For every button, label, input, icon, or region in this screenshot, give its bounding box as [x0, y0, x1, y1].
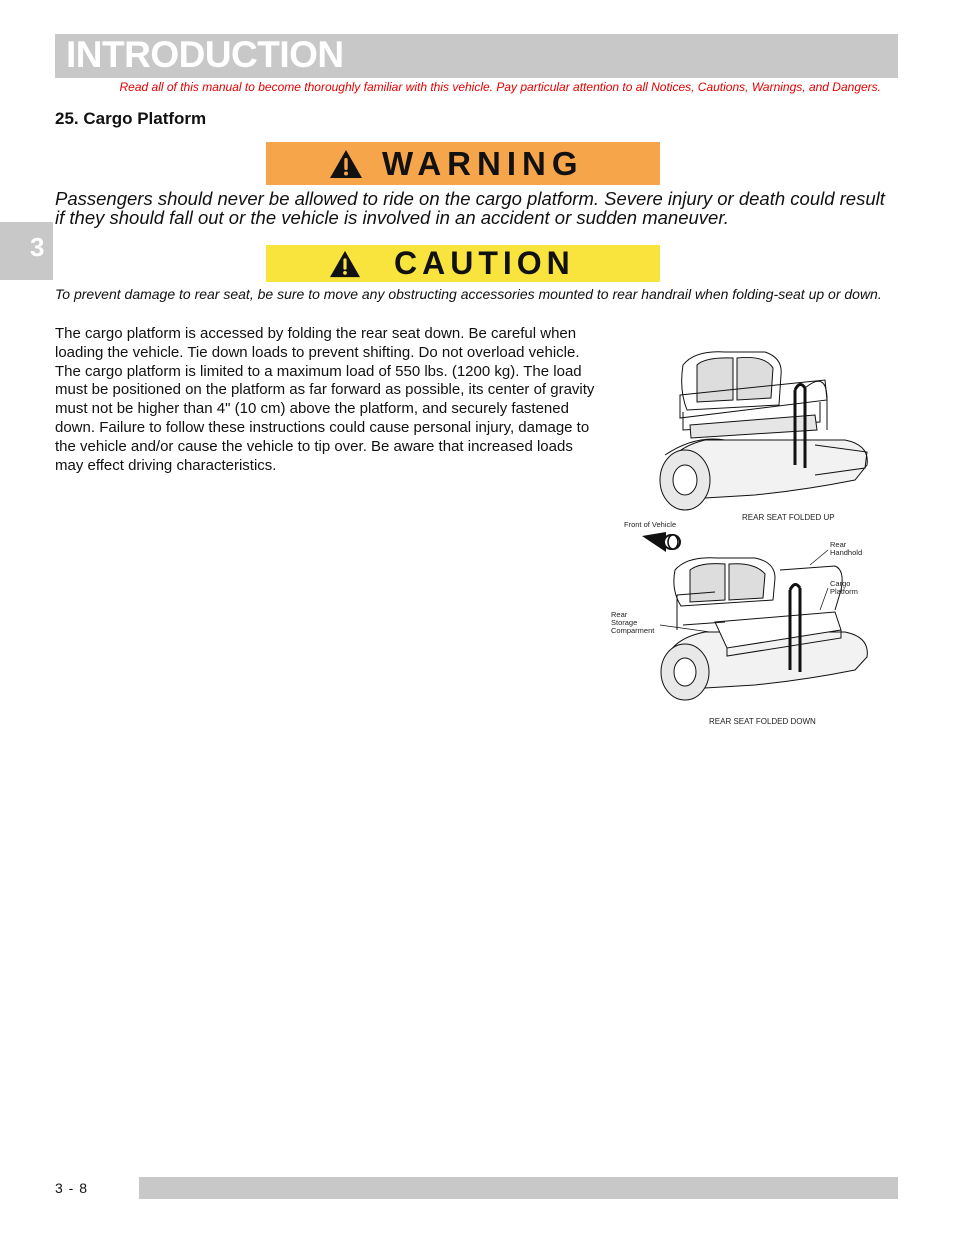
- warning-label: WARNING: [382, 144, 584, 182]
- chapter-tab: [0, 222, 53, 280]
- rear-storage-label-line1: Rear: [611, 610, 628, 619]
- header-bar: [55, 34, 898, 78]
- warning-text: Passengers should never be allowed to ride on the cargo platform. Severe injury or death could result if they should fall out or the vehicle is involved in an accident or sudden maneuver.: [55, 188, 885, 228]
- rear-handhold-label-line2: Handhold: [830, 548, 863, 557]
- footer-bar: [139, 1177, 898, 1199]
- rear-handhold-label-line1: Rear: [830, 540, 847, 549]
- warning-icon: [328, 148, 364, 180]
- cargo-platform-label-line1: Cargo: [830, 579, 851, 588]
- caption-folded-down: REAR SEAT FOLDED DOWN: [709, 717, 816, 726]
- safety-notice: Read all of this manual to become thoroughly familiar with this vehicle. Pay particular attention to all Notices, Cautions, Warnings, and Dangers.: [119, 80, 881, 94]
- rear-seat-folded-up-illustration: [605, 330, 885, 515]
- caution-label: CAUTION: [394, 245, 575, 281]
- caption-folded-up: REAR SEAT FOLDED UP: [742, 513, 835, 522]
- section-title: 25. Cargo Platform: [55, 109, 207, 128]
- page-number: 3 - 8: [55, 1180, 89, 1196]
- rear-storage-label-line3: Comparment: [611, 626, 655, 635]
- cargo-platform-label-line2: Platform: [830, 587, 858, 596]
- page-title: INTRODUCTION: [66, 34, 344, 75]
- warning-banner: [266, 142, 660, 185]
- caution-banner: [266, 245, 660, 282]
- callout-lines: [605, 540, 885, 720]
- body-paragraph: The cargo platform is accessed by folding the rear seat down. Be careful when loading the vehicle. Tie down loads to prevent shifting. Do not overload vehicle. The cargo platform is limited to a maximum load of 550 lbs. (1200 kg). The load must be positioned on the platform as far forward as possible, its center of gravity must not be higher than 4" (10 cm) above the platform, and securely fastened down. Failure to follow these instructions could cause personal injury, damage to the vehicle and/or cause the vehicle to tip over. Be aware that increased loads may effect driving characteristics.: [55, 325, 595, 474]
- chapter-number: 3: [30, 232, 45, 262]
- cargo-platform-figure: [605, 330, 885, 735]
- front-of-vehicle-label: Front of Vehicle: [624, 520, 677, 529]
- caution-text: To prevent damage to rear seat, be sure to move any obstructing accessories mounted to rear handrail when folding-seat up or down.: [55, 286, 882, 302]
- caution-icon: [328, 249, 362, 279]
- rear-storage-label-line2: Storage: [611, 618, 638, 627]
